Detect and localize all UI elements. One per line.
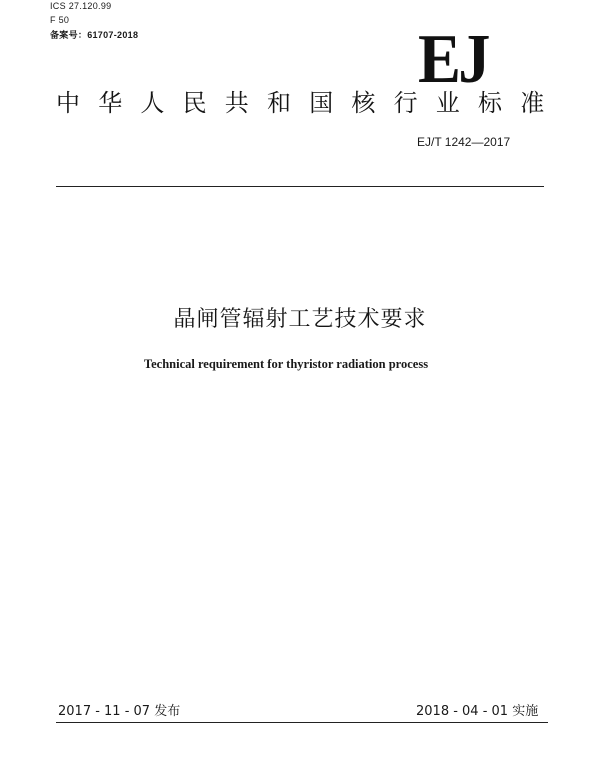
standard-code: EJ/T 1242—2017 (417, 135, 511, 149)
ccs-code: F 50 (50, 15, 70, 25)
issue-date: 2017 - 11 - 07 发布 (58, 704, 181, 719)
standard-logo: EJ (418, 21, 488, 98)
standard-category-title: 中华人民共和国核行业标准 (56, 89, 563, 117)
top-divider (56, 186, 544, 187)
record-number: 备案号：61707-2018 (50, 30, 139, 40)
document-title-chinese: 晶闸管辐射工艺技术要求 (173, 307, 427, 332)
ics-code: ICS 27.120.99 (50, 1, 112, 11)
bottom-divider (56, 722, 548, 723)
document-title-english: Technical requirement for thyristor radiation process (143, 357, 429, 371)
implementation-date: 2018 - 04 - 01 实施 (416, 704, 539, 719)
